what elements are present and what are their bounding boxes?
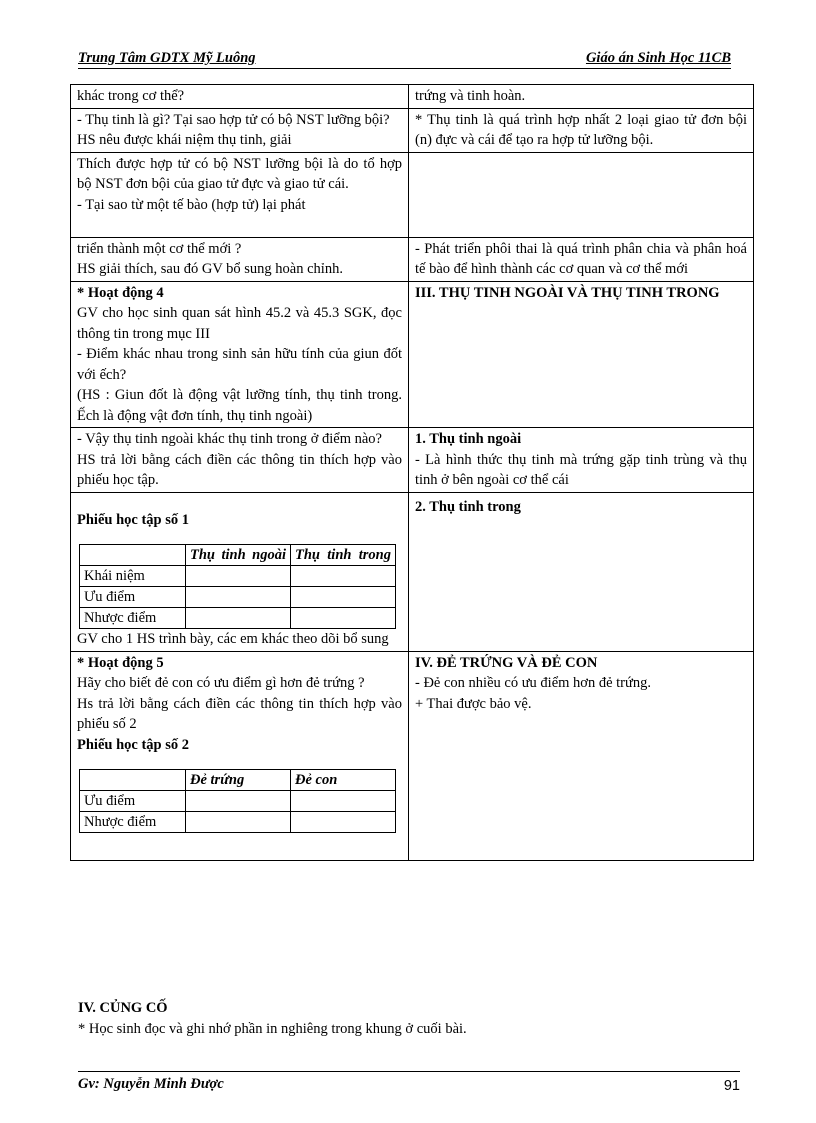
table-row bbox=[71, 651, 754, 860]
right-cell: IV. ĐẺ TRỨNG VÀ ĐẺ CON - Đẻ con nhiều có ưu điểm hơn đẻ trứng. + Thai được bảo vệ. bbox=[409, 651, 754, 860]
right-cell bbox=[409, 492, 754, 651]
left-cell: - Thụ tinh là gì? Tại sao hợp tử có bộ NST lưỡng bội? HS nêu được khái niệm thụ tinh, giải bbox=[71, 108, 409, 152]
left-cell: khác trong cơ thể? bbox=[71, 85, 409, 109]
right-cell: trứng và tinh hoàn. bbox=[409, 85, 754, 109]
left-cell: triển thành một cơ thể mới ? HS giải thích, sau đó GV bổ sung hoàn chỉnh. bbox=[71, 237, 409, 281]
right-cell: 1. Thụ tinh ngoài - Là hình thức thụ tinh mà trứng gặp tinh trùng và thụ tinh ở bên ngoài cơ thể cái bbox=[409, 428, 754, 493]
footer-author: Gv: Nguyễn Minh Được bbox=[78, 1076, 224, 1092]
section-heading: IV. CỦNG CỐ bbox=[78, 1000, 168, 1016]
right-cell bbox=[409, 281, 754, 428]
left-cell: * Hoạt động 4 GV cho học sinh quan sát hình 45.2 và 45.3 SGK, đọc thông tin trong mục III - Điểm khác nhau trong sinh sản hữu tính của giun đốt với ếch? (HS : Giun đốt là động vật lưỡng tính, thụ tinh trong. Ếch là động vật đơn tính, thụ tinh ngoài) bbox=[71, 281, 409, 428]
left-cell: * Hoạt động 5 Hãy cho biết đẻ con có ưu điểm gì hơn đẻ trứng ? Hs trả lời bằng cách điền các thông tin thích hợp vào phiếu số 2 Phiếu học tập số 2 Đẻ trứng Đẻ con Ưu điểm Nhược điểm bbox=[71, 651, 409, 860]
left-cell: Thích được hợp tử có bộ NST lưỡng bội là do tổ hợp bộ NST đơn bội của giao tử đực và giao tử cái. - Tại sao từ một tế bào (hợp tử) lại phát bbox=[71, 152, 409, 237]
worksheet-table: Đẻ trứng Đẻ con Ưu điểm Nhược điểm bbox=[79, 769, 396, 833]
worksheet-title: Phiếu học tập số 2 bbox=[77, 736, 189, 753]
table-row bbox=[71, 237, 754, 281]
activity-title: * Hoạt động 4 bbox=[77, 284, 164, 301]
header-school: Trung Tâm GDTX Mỹ Luông bbox=[78, 50, 256, 66]
page-header bbox=[78, 50, 731, 69]
left-cell: - Vậy thụ tinh ngoài khác thụ tinh trong ở điểm nào? HS trả lời bằng cách điền các thông tin thích hợp vào phiếu học tập. bbox=[71, 428, 409, 493]
consolidation-text: * Học sinh đọc và ghi nhớ phần in nghiêng trong khung ở cuối bài. bbox=[78, 1021, 467, 1037]
header-subject: Giáo án Sinh Học 11CB bbox=[585, 50, 731, 66]
left-cell: Phiếu học tập số 1 Thụ tinh ngoài Thụ tinh trong Khái niệm Ưu điểm Nhược điểm GV cho 1 HS trình bày, các em khác theo dõi bổ sung bbox=[71, 492, 409, 651]
activity-title: * Hoạt động 5 bbox=[77, 654, 164, 671]
table-row bbox=[71, 428, 754, 493]
subsection-heading: 2. Thụ tinh trong bbox=[415, 498, 521, 515]
consolidation-section bbox=[78, 998, 738, 1040]
worksheet-table: Thụ tinh ngoài Thụ tinh trong Khái niệm Ưu điểm Nhược điểm bbox=[79, 544, 396, 629]
subsection-heading: 1. Thụ tinh ngoài bbox=[415, 431, 522, 447]
table-row bbox=[71, 108, 754, 152]
table-row bbox=[71, 85, 754, 109]
page-number: 91 bbox=[723, 1078, 740, 1094]
section-heading: III. THỤ TINH NGOÀI VÀ THỤ TINH TRONG bbox=[415, 284, 720, 301]
right-cell bbox=[409, 152, 754, 237]
lesson-table bbox=[70, 84, 754, 861]
worksheet-title: Phiếu học tập số 1 bbox=[77, 511, 189, 528]
page-footer bbox=[78, 1071, 740, 1094]
section-heading: IV. ĐẺ TRỨNG VÀ ĐẺ CON bbox=[415, 654, 598, 671]
right-cell: * Thụ tinh là quá trình hợp nhất 2 loại giao tử đơn bội (n) đực và cái để tạo ra hợp tử lưỡng bội. bbox=[409, 108, 754, 152]
table-row bbox=[71, 492, 754, 651]
table-row bbox=[71, 281, 754, 428]
right-cell: - Phát triển phôi thai là quá trình phân chia và phân hoá tế bào để hình thành các cơ quan và cơ thể mới bbox=[409, 237, 754, 281]
table-row bbox=[71, 152, 754, 237]
